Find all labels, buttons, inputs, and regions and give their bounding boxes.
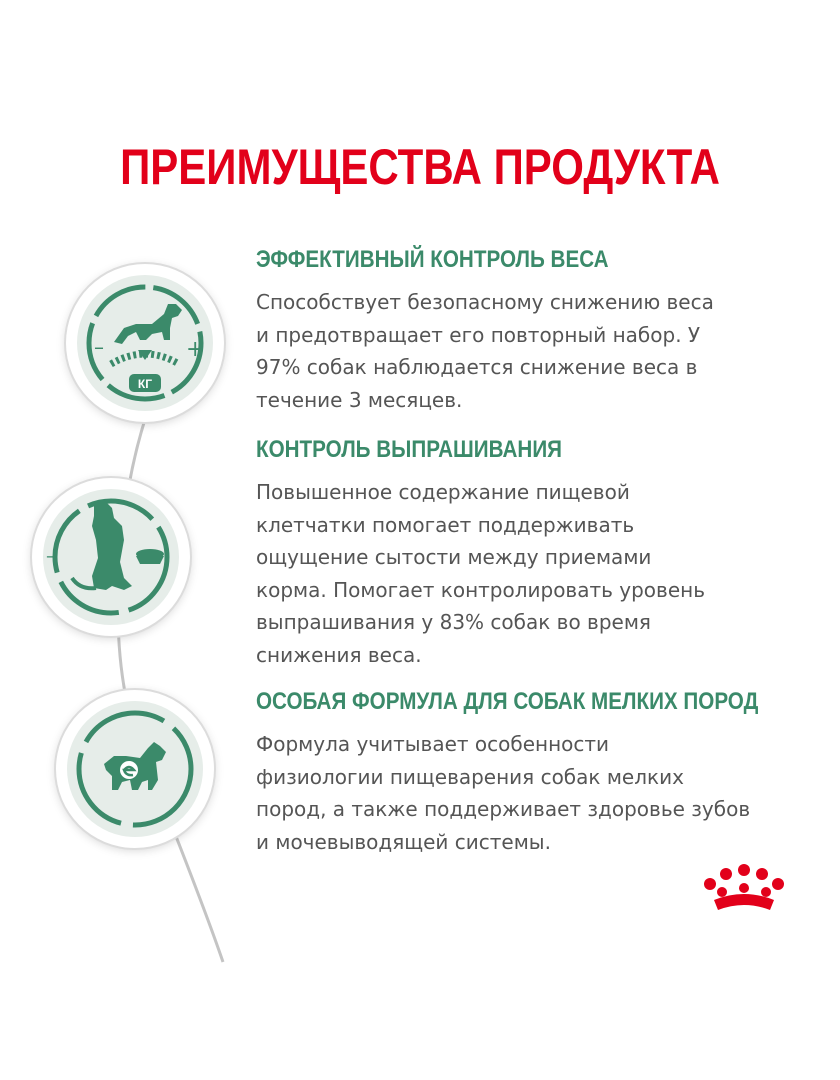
minus-label: – xyxy=(94,335,104,359)
feature-line: течение 3 месяцев. xyxy=(256,387,463,412)
kg-label: КГ xyxy=(137,377,153,391)
feature-description xyxy=(256,728,816,858)
feature-line: 97% собак наблюдается снижение веса в xyxy=(256,355,698,379)
feature-description xyxy=(256,286,816,416)
feature-small-breed-formula xyxy=(256,688,816,858)
feature-begging-control xyxy=(256,436,816,671)
feature-line: Способствует безопасному снижению веса xyxy=(256,290,714,314)
feature-line: Повышенное содержание пищевой xyxy=(256,480,630,504)
royal-canin-crown-icon xyxy=(700,862,790,914)
feature-line: корма. Помогает контролировать уровень xyxy=(256,577,705,602)
feature-description xyxy=(256,476,816,671)
feature-line: пород, а также поддерживает здоровье зубов xyxy=(256,797,751,821)
feature-title: ОСОБАЯ ФОРМУЛА ДЛЯ СОБАК МЕЛКИХ ПОРОД xyxy=(256,688,759,715)
feature-line: выпрашивания у 83% собак во время xyxy=(256,610,651,634)
feature-line: и предотвращает его повторный набор. У xyxy=(256,322,701,347)
minus-label: – xyxy=(46,546,55,567)
begging-dog-bowl-icon xyxy=(32,478,190,636)
plus-label: + xyxy=(186,337,205,362)
feature-line: клетчатки помогает поддерживать xyxy=(256,512,635,537)
feature-line: снижения веса. xyxy=(256,642,422,667)
small-dog-icon xyxy=(56,690,214,848)
weight-scale-dog-icon xyxy=(66,264,224,422)
feature-title: КОНТРОЛЬ ВЫПРАШИВАНИЯ xyxy=(256,436,562,463)
page-title: ПРЕИМУЩЕСТВА ПРОДУКТА xyxy=(120,139,720,195)
feature-line: физиологии пищеварения собак мелких xyxy=(256,764,684,789)
feature-line: Формула учитывает особенности xyxy=(256,732,610,756)
feature-line: и мочевыводящей системы. xyxy=(256,829,551,854)
feature-line: ощущение сытости между приемами xyxy=(256,545,652,569)
feature-title: ЭФФЕКТИВНЫЙ КОНТРОЛЬ ВЕСА xyxy=(256,246,609,273)
feature-weight-control xyxy=(256,246,816,416)
